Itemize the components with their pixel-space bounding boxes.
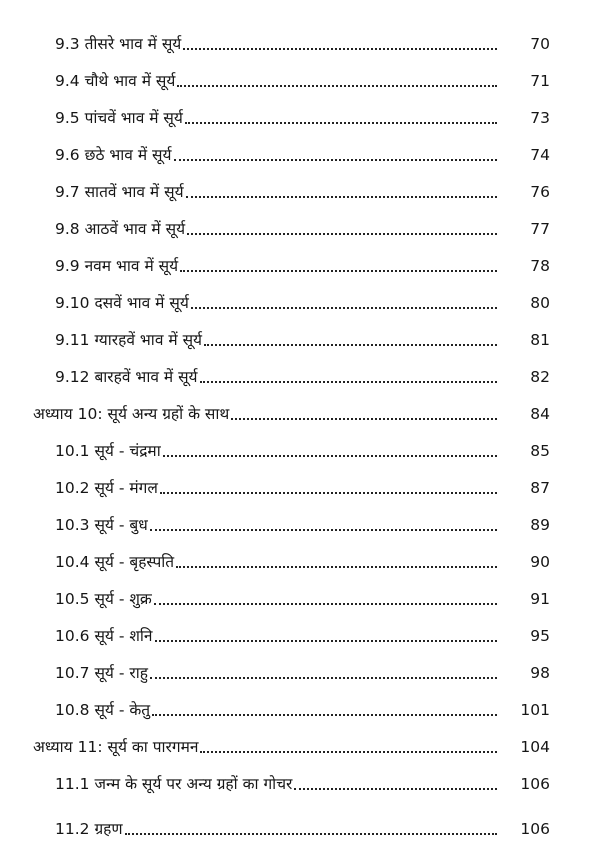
- toc-entry-label: 10.2 सूर्य - मंगल: [55, 479, 158, 497]
- toc-entry: [0, 542, 600, 572]
- leader-dots: [150, 529, 497, 531]
- leader-dots: [187, 233, 497, 235]
- toc-entry-page: 104: [520, 738, 550, 756]
- toc-entry: [0, 98, 600, 128]
- toc-entry-label: 11.1 जन्म के सूर्य पर अन्य ग्रहों का गोचर: [55, 775, 293, 793]
- toc-entry-page: 80: [530, 294, 550, 312]
- toc-entry-label: 9.3 तीसरे भाव में सूर्य: [55, 35, 182, 53]
- toc-entry: [0, 579, 600, 609]
- leader-dots: [177, 85, 497, 87]
- leader-dots: [294, 788, 497, 790]
- toc-entry-page: 70: [530, 35, 550, 53]
- toc-entry-label: 9.11 ग्यारहवें भाव में सूर्य: [55, 331, 203, 349]
- toc-entry: [0, 135, 600, 165]
- toc-entry: [0, 468, 600, 498]
- toc-chapter-entry: [0, 727, 600, 757]
- toc-entry-label: अध्याय 11: सूर्य का पारगमन: [33, 738, 199, 756]
- leader-dots: [163, 455, 497, 457]
- toc-entry: [0, 283, 600, 313]
- leader-dots: [183, 48, 497, 50]
- toc-entry-page: 82: [530, 368, 550, 386]
- leader-dots: [160, 492, 497, 494]
- toc-entry: [0, 764, 600, 794]
- toc-entry-page: 95: [530, 627, 550, 645]
- toc-entry: [0, 209, 600, 239]
- toc-entry-label: 9.10 दसवें भाव में सूर्य: [55, 294, 189, 312]
- toc-entry-label: 10.1 सूर्य - चंद्रमा: [55, 442, 161, 460]
- toc-entry-page: 101: [520, 701, 550, 719]
- toc-entry-label: 9.9 नवम भाव में सूर्य: [55, 257, 179, 275]
- toc-entry-label: 9.6 छठे भाव में सूर्य: [55, 146, 172, 164]
- toc-entry: [0, 246, 600, 276]
- toc-entry-page: 89: [530, 516, 550, 534]
- toc-entry-page: 74: [530, 146, 550, 164]
- toc-entry: [0, 172, 600, 202]
- toc-entry-page: 85: [530, 442, 550, 460]
- toc-entry: [0, 431, 600, 461]
- leader-dots: [231, 418, 497, 420]
- toc-entry-label: 10.3 सूर्य - बुध: [55, 516, 148, 534]
- toc-entry-label: 9.8 आठवें भाव में सूर्य: [55, 220, 186, 238]
- toc-entry: [0, 809, 600, 839]
- toc-entry-label: 10.8 सूर्य - केतु: [55, 701, 151, 719]
- toc-entry-page: 76: [530, 183, 550, 201]
- leader-dots: [200, 381, 497, 383]
- toc-entry-label: 10.4 सूर्य - बृहस्पति: [55, 553, 175, 571]
- toc-entry-page: 98: [530, 664, 550, 682]
- leader-dots: [186, 196, 497, 198]
- toc-entry-page: 84: [530, 405, 550, 423]
- leader-dots: [125, 833, 497, 835]
- toc-entry-page: 71: [530, 72, 550, 90]
- leader-dots: [174, 159, 498, 161]
- leader-dots: [152, 714, 497, 716]
- leader-dots: [155, 640, 497, 642]
- toc-entry-label: 11.2 ग्रहण: [55, 820, 123, 838]
- toc-entry-label: अध्याय 10: सूर्य अन्य ग्रहों के साथ: [33, 405, 230, 423]
- toc-entry: [0, 320, 600, 350]
- toc-chapter-entry: [0, 394, 600, 424]
- leader-dots: [200, 751, 497, 753]
- toc-entry-label: 10.5 सूर्य - शुक्र: [55, 590, 152, 608]
- toc-entry-label: 9.5 पांचवें भाव में सूर्य: [55, 109, 183, 127]
- toc-entry-page: 78: [530, 257, 550, 275]
- toc-entry: [0, 616, 600, 646]
- toc-entry-page: 73: [530, 109, 550, 127]
- toc-entry-label: 9.12 बारहवें भाव में सूर्य: [55, 368, 198, 386]
- toc-entry: [0, 61, 600, 91]
- leader-dots: [154, 603, 497, 605]
- toc-entry-label: 10.7 सूर्य - राहु: [55, 664, 148, 682]
- toc-entry-label: 10.6 सूर्य - शनि: [55, 627, 153, 645]
- toc-entry: [0, 357, 600, 387]
- leader-dots: [204, 344, 497, 346]
- toc-entry-page: 90: [530, 553, 550, 571]
- toc-entry-page: 87: [530, 479, 550, 497]
- toc-entry-page: 106: [520, 775, 550, 793]
- leader-dots: [191, 307, 497, 309]
- toc-entry-label: 9.7 सातवें भाव में सूर्य: [55, 183, 184, 201]
- toc-entry: [0, 505, 600, 535]
- toc-entry-label: 9.4 चौथे भाव में सूर्य: [55, 72, 176, 90]
- toc-entry-page: 81: [530, 331, 550, 349]
- toc-entry-page: 91: [530, 590, 550, 608]
- toc-entry-page: 77: [530, 220, 550, 238]
- toc-entry-page: 106: [520, 820, 550, 838]
- toc-entry: [0, 24, 600, 54]
- leader-dots: [185, 122, 497, 124]
- leader-dots: [180, 270, 497, 272]
- toc-entry: [0, 653, 600, 683]
- leader-dots: [176, 566, 497, 568]
- toc-entry: [0, 690, 600, 720]
- leader-dots: [150, 677, 497, 679]
